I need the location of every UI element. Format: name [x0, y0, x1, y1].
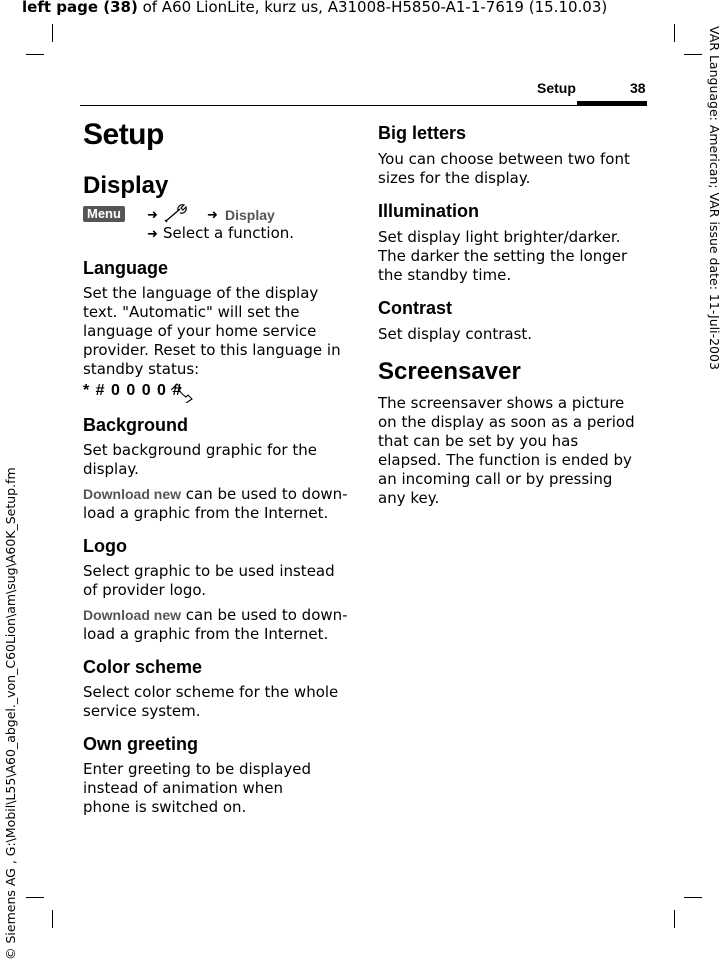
menu-key: Menu — [83, 206, 125, 222]
background-download-text: can be used to down-load a graphic from the Internet. — [83, 485, 348, 522]
arrow-icon: ➜ — [147, 227, 158, 242]
language-heading: Language — [83, 258, 169, 278]
logo-heading: Logo — [83, 536, 127, 556]
margin-left-note — [0, 460, 24, 960]
reset-code-line — [83, 381, 349, 407]
margin-right-note — [700, 26, 725, 386]
background-heading: Background — [83, 415, 189, 435]
reset-code: * # 0 0 0 0 # — [83, 382, 183, 399]
screensaver-body: The screensaver shows a picture on the display as soon as a period that can be set by you has elapsed. The function is ended by an incoming call or by pressing any key. — [378, 394, 635, 507]
logo-body: Select graphic to be used instead of provider logo. — [83, 562, 335, 599]
own-greeting-heading: Own greeting — [83, 734, 199, 754]
page-number: 38 — [630, 80, 646, 96]
file-header-prefix: left page (38) — [22, 0, 138, 16]
download-new-label: Download new — [83, 486, 181, 502]
margin-right-text: VAR Language: American; VAR issue date: 11-Juli-2003 — [707, 26, 722, 370]
path-item-display: Display — [225, 207, 275, 223]
running-head-section: Setup — [537, 80, 576, 96]
download-new-label: Download new — [83, 607, 181, 623]
right-column — [378, 122, 640, 508]
wrench-icon — [163, 202, 193, 224]
select-function-text: Select a function. — [163, 224, 295, 242]
call-key-icon — [168, 381, 196, 403]
margin-left-text: © Siemens AG , G:\Mobil\L55\A60_abgel._von_C60Lion\am\sug\A60K_Setup.fm — [3, 467, 18, 960]
left-column — [83, 118, 349, 817]
display-menu-path — [83, 206, 349, 246]
contrast-heading: Contrast — [378, 298, 453, 318]
logo-download — [83, 606, 349, 644]
display-heading: Display — [83, 172, 169, 199]
file-header — [22, 0, 607, 16]
arrow-icon: ➜ — [147, 208, 158, 223]
page-title: Setup — [83, 118, 164, 151]
contrast-body: Set display contrast. — [378, 325, 533, 343]
color-scheme-heading: Color scheme — [83, 657, 203, 677]
language-body: Set the language of the display text. "Automatic" will set the language of your home service provider. Reset to this language in standby status: — [83, 284, 341, 378]
file-header-rest: of A60 LionLite, kurz us, A31008-H5850-A1-1-7619 (15.10.03) — [137, 0, 608, 16]
background-body: Set background graphic for the display. — [83, 441, 317, 478]
running-head-rule — [80, 105, 647, 106]
logo-download-text: can be used to down-load a graphic from the Internet. — [83, 606, 348, 643]
big-letters-body: You can choose between two font sizes for the display. — [378, 150, 630, 187]
own-greeting-body: Enter greeting to be displayed instead of animation when phone is switched on. — [83, 760, 312, 816]
illumination-heading: Illumination — [378, 201, 479, 221]
big-letters-heading: Big letters — [378, 123, 467, 143]
background-download — [83, 485, 349, 523]
page-number-bar — [577, 101, 647, 105]
illumination-body: Set display light brighter/darker. The darker the setting the longer the standby time. — [378, 228, 628, 284]
screensaver-heading: Screensaver — [378, 358, 521, 385]
arrow-icon: ➜ — [207, 208, 218, 223]
color-scheme-body: Select color scheme for the whole service system. — [83, 683, 339, 720]
